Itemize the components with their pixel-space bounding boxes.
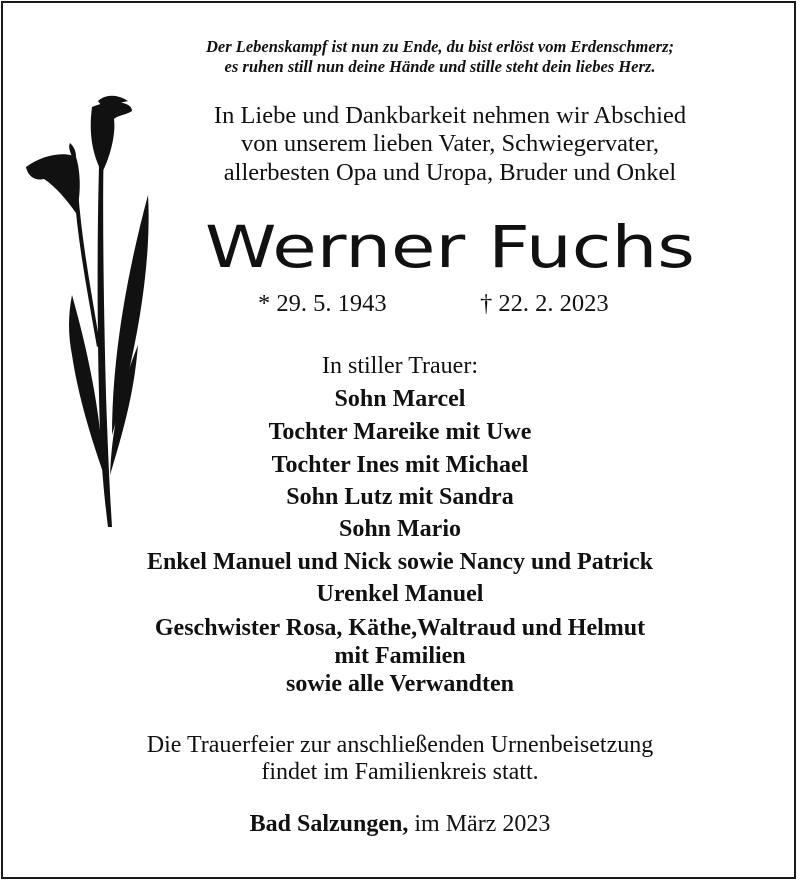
intro-line-1: In Liebe und Dankbarkeit nehmen wir Abschied <box>213 102 687 129</box>
mourner-line: Tochter Mareike mit Uwe <box>268 419 532 445</box>
motto-line-2: es ruhen still nun deine Hände und stille steht dein liebes Herz. <box>224 57 656 76</box>
motto-line-1: Der Lebenskampf ist nun zu Ende, du bist erlöst vom Erdenschmerz; <box>205 37 674 56</box>
death-date: † 22. 2. 2023 <box>480 290 609 317</box>
mourner-line: Sohn Lutz mit Sandra <box>286 484 514 510</box>
intro-line-3: allerbesten Opa und Uropa, Bruder und Onkel <box>223 159 677 186</box>
deceased-name-text: Werner Fuchs <box>205 213 695 281</box>
closing-line <box>40 810 760 838</box>
birth-date: * 29. 5. 1943 <box>258 290 387 317</box>
mourner-line: Sohn Marcel <box>334 386 466 412</box>
mourner-line: Sohn Mario <box>338 516 461 542</box>
mourner-line: Urenkel Manuel <box>316 581 484 607</box>
mourner-line: sowie alle Verwandten <box>286 671 514 697</box>
mourner-line: mit Familien <box>334 643 466 669</box>
mourner-line: Enkel Manuel und Nick sowie Nancy und Patrick <box>146 549 654 575</box>
service-line-1: Die Trauerfeier zur anschließenden Urnenbeisetzung <box>146 732 654 758</box>
deceased-name <box>150 213 750 283</box>
intro-line-2: von unserem lieben Vater, Schwiegervater, <box>240 130 660 157</box>
closing-date: im März 2023 <box>414 811 551 837</box>
mourning-heading: In stiller Trauer: <box>322 353 478 379</box>
mourner-line: Tochter Ines mit Michael <box>271 452 529 478</box>
closing-place: Bad Salzungen, <box>249 811 409 837</box>
mourner-line: Geschwister Rosa, Käthe,Waltraud und Helmut <box>154 615 646 641</box>
service-line-2: findet im Familienkreis statt. <box>261 759 539 785</box>
